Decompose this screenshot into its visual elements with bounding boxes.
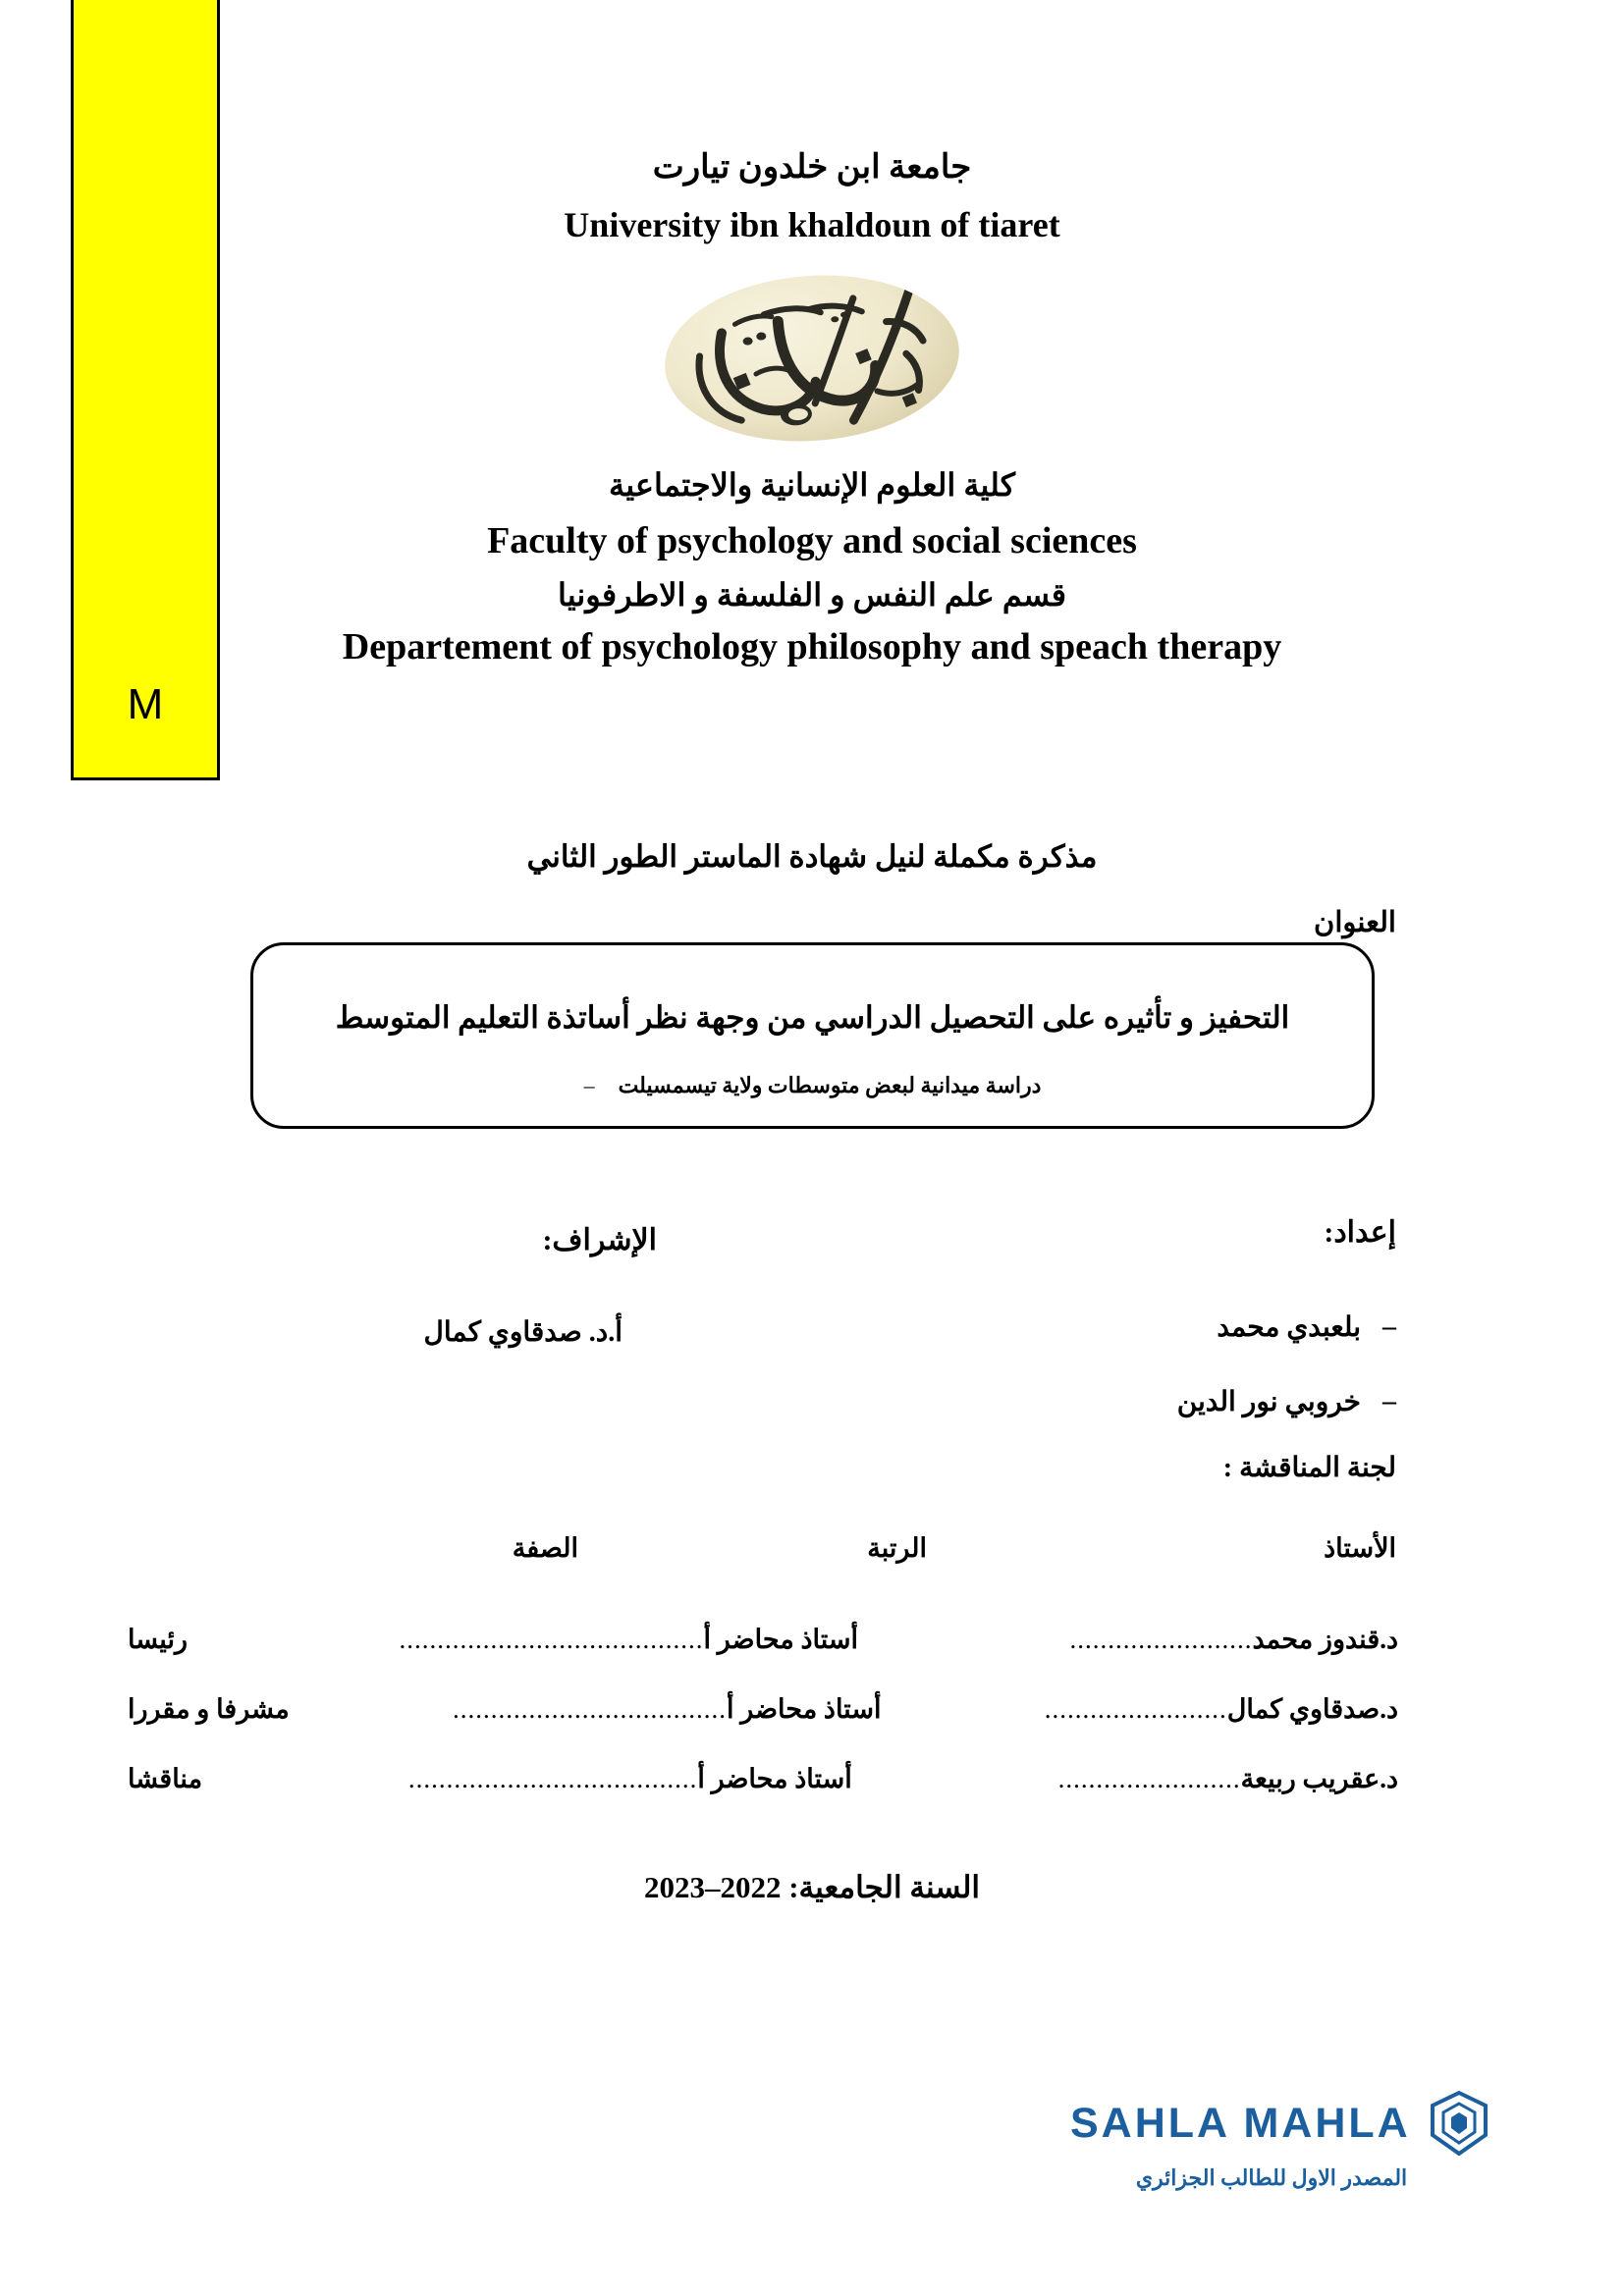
degree-statement: مذكرة مكملة لنيل شهادة الماستر الطور الثاني (526, 839, 1098, 874)
university-logo (655, 267, 969, 449)
column-header-role: الصفة (512, 1533, 578, 1563)
watermark-row (1070, 2091, 1532, 2156)
jury-section-label: لجنة المناقشة : (1222, 1453, 1396, 1483)
faculty-name-arabic: كلية العلوم الإنسانية والاجتماعية (609, 467, 1015, 503)
thesis-title-main: التحفيز و تأثيره على التحصيل الدراسي من وجهة نظر أساتذة التعليم المتوسط (335, 1000, 1290, 1035)
sahla-mahla-logo-icon (1429, 2091, 1489, 2156)
marker-letter: M (127, 680, 164, 728)
list-item (1177, 1310, 1396, 1344)
university-name-english: University ibn khaldoun of tiaret (564, 205, 1060, 244)
jury-member-rank: أستاذ محاضر أ (697, 1764, 852, 1793)
dot-leader: ........................................ (399, 1625, 704, 1654)
list-item (1177, 1385, 1396, 1418)
title-label: العنوان (1314, 907, 1396, 938)
faculty-name-english: Faculty of psychology and social sciences (487, 520, 1137, 561)
jury-table-header (0, 1533, 1624, 1573)
site-watermark (1070, 2091, 1532, 2238)
dot-leader: .................................... (452, 1694, 727, 1724)
thesis-title-box (250, 942, 1375, 1129)
table-row (0, 1764, 1624, 1794)
university-name-arabic: جامعة ابن خلدون تيارت (652, 149, 972, 186)
dot-leader: ........................ (1069, 1625, 1253, 1654)
jury-member-rank: أستاذ محاضر أ (726, 1694, 882, 1724)
watermark-tagline: المصدر الاول للطالب الجزائري (1135, 2165, 1408, 2190)
arabic-calligraphy-icon (660, 265, 965, 451)
logo-oval-shape (660, 265, 965, 451)
prepared-by-label: إعداد: (1324, 1216, 1396, 1249)
author-dash: – (1382, 1386, 1396, 1416)
thesis-subtitle-row (253, 1073, 1372, 1098)
supervision-label: الإشراف: (542, 1224, 657, 1256)
author-name: بلعبدي محمد (1217, 1312, 1361, 1343)
table-row (0, 1694, 1624, 1725)
authors-list (1177, 1310, 1396, 1460)
watermark-brand: SAHLA MAHLA (1070, 2099, 1411, 2147)
jury-member-name: د.قندوز محمد (1252, 1625, 1398, 1654)
department-name-arabic: قسم علم النفس و الفلسفة و الاطرفونيا (557, 577, 1067, 613)
jury-member-rank: أستاذ محاضر أ (703, 1625, 858, 1654)
thesis-subtitle: دراسة ميدانية لبعض متوسطات ولاية تيسمسيلت (618, 1073, 1042, 1097)
jury-member-name: د.صدقاوي كمال (1226, 1694, 1398, 1724)
column-header-professor: الأستاذ (1324, 1533, 1396, 1563)
jury-table-body (0, 1625, 1624, 1834)
column-header-rank: الرتبة (867, 1533, 927, 1563)
supervisor-name: أ.د. صدقاوي كمال (423, 1317, 623, 1348)
table-row (0, 1625, 1624, 1655)
dot-leader: ...................................... (407, 1764, 698, 1793)
dot-leader: ........................ (1044, 1694, 1227, 1724)
department-name-english: Departement of psychology philosophy and speach therapy (342, 626, 1282, 667)
dot-leader: ........................ (1057, 1764, 1241, 1793)
jury-member-role: رئيسا (127, 1625, 188, 1654)
academic-year: السنة الجامعية: 2022–2023 (643, 1870, 981, 1904)
jury-member-role: مناقشا (127, 1764, 203, 1793)
jury-member-name: د.عقريب ربيعة (1240, 1764, 1398, 1793)
author-dash: – (1382, 1311, 1396, 1342)
author-name: خروبي نور الدين (1176, 1387, 1361, 1417)
subtitle-dash: – (583, 1073, 595, 1097)
jury-member-role: مشرفا و مقررا (127, 1694, 290, 1724)
document-header (0, 0, 1624, 668)
